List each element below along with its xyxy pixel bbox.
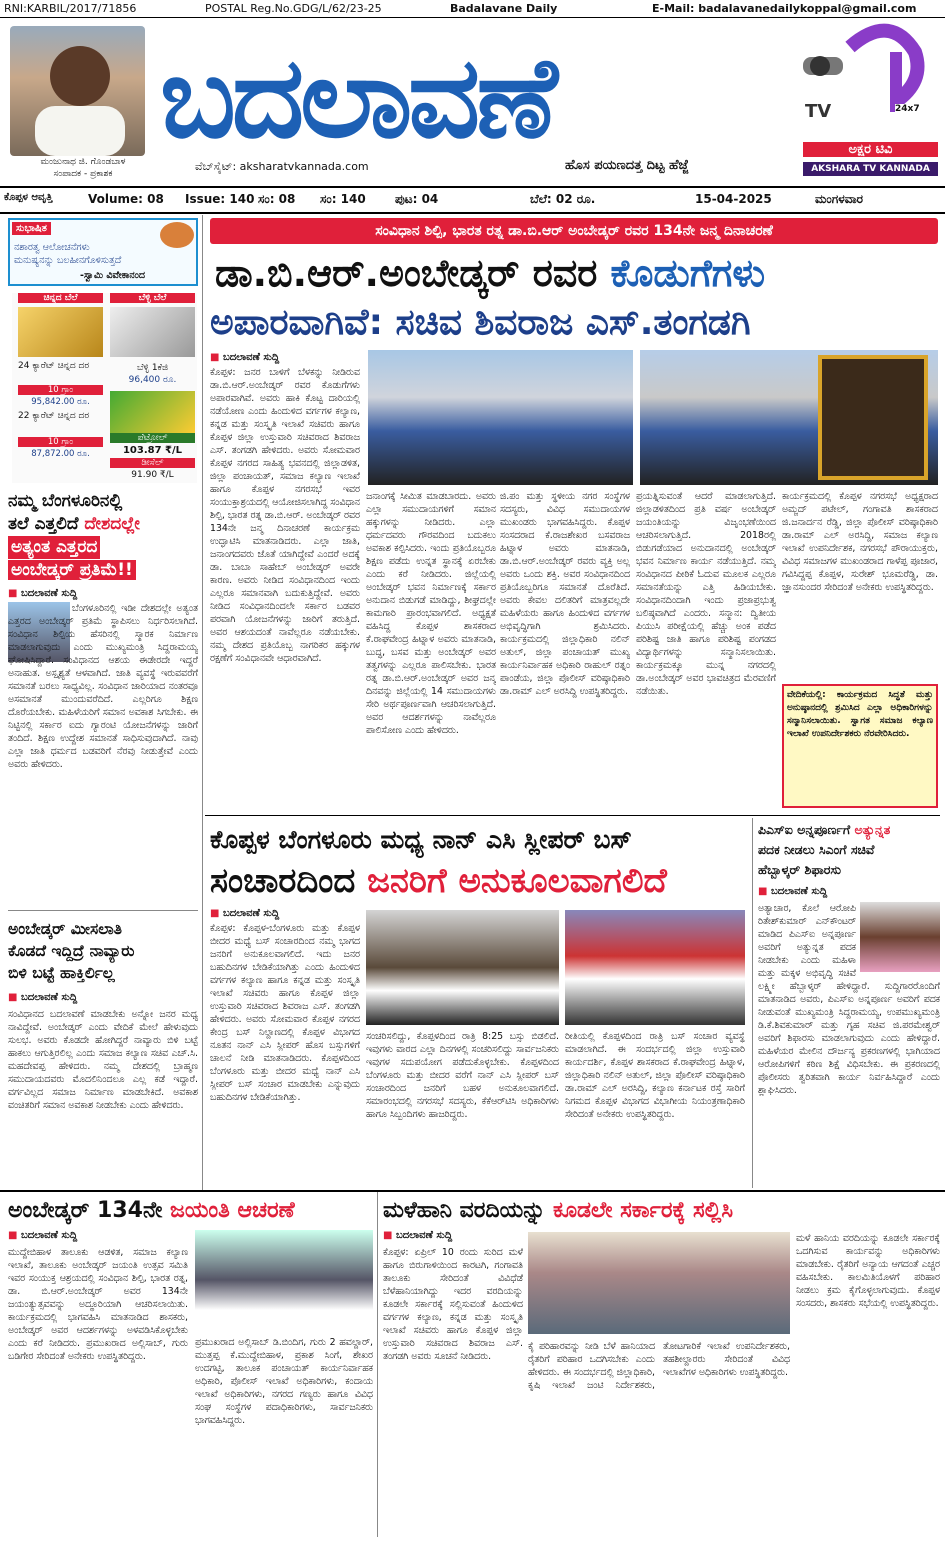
main-col3: ಜಿ.ಪಂ ಮತ್ತು ಸ್ಥಳೀಯ ನಗರ ಸಂಸ್ಥೆಗಳ ಸದಸ್ಯರು, ವಿವಿಧ ಸಮುದಾಯಗಳ ಮುಖಂಡರು ಭಾಗವಹಿಸಿದ್ದರು. ಕೊಪ್ಪಳ ಸಂಸದರಾದ ಕೆ.ರಾಜಶೇಖರ ಬಸವರಾಜ ಹಿಟ್ನಾಳ ಅವರು ಮಾತನಾಡಿ, ಡಾ.ಬಿ.ಆರ್.ಅಂಬೇಡ್ಕರ್ ರವರು ವ್ಯಕ್ತಿ ಅಲ್ಲ ಅವರು ಒಂದು ಶಕ್ತಿ. ಅವರ ಸಂವಿಧಾನದಿಂದ ಪ್ರತಿಯೊಬ್ಬರಿಗೂ ಸಮಾನತೆ ದೊರೆತಿದೆ. ಅವರು ಕೇವಲ ದಲಿತರಿಗೆ ಮಾತ್ರವಲ್ಲದೇ ಮಹಿಳೆಯರು ಹಾಗೂ ಹಿಂದುಳಿದ ವರ್ಗಗಳ ಅಭಿವೃದ್ಧಿಗಾಗಿ ಶ್ರಮಿಸಿದರು. ಕಾರ್ಯಕ್ರಮದಲ್ಲಿ ಜಿಲ್ಲಾಧಿಕಾರಿ ನಲಿನ್ ಅತುಲ್, ಜಿಲ್ಲಾ ಪಂಚಾಯತ್ ಮುಖ್ಯ ಕಾರ್ಯನಿರ್ವಾಹಕ ಅಧಿಕಾರಿ ರಾಹುಲ್ ರತ್ನಂ ಪಾಂಡೆಯ, ಜಿಲ್ಲಾ ಪೊಲೀಸ್ ವರಿಷ್ಠಾಧಿಕಾರಿ ಡಾ.ರಾಮ್ ಎಲ್ ಅರಸಿದ್ದಿ ಉಪಸ್ಥಿತರಿದ್ದರು. [500,491,630,697]
svg-text:TV: TV [805,101,832,122]
gold22-label: 22 ಕ್ಯಾರೆಟ್ ಚಿನ್ನದ ದರ [18,411,90,421]
silver-unit: ಬೆಳ್ಳಿ 1ಕೆಜಿ [136,363,169,373]
right-story-text: ಅತ್ಯಾಚಾರ, ಕೊಲೆ ಆರೋಪಿ ರಿತೇಶ್‌ಕುಮಾರ್ ಎನ್‌ಕೌಂಟರ್ ಮಾಡಿದ ಪಿಎಸ್‌ಐ ಅನ್ನಪೂರ್ಣ ಅವರಿಗೆ ಅತ್ಯುನ್ನತ ಪದಕ ನೀಡಬೇಕು ಎಂದು ಮಹಿಳಾ ಮತ್ತು ಮಕ್ಕಳ ಅಭಿವೃದ್ಧಿ ಸಚಿವೆ ಲಕ್ಷ್ಮೀ ಹೆಬ್ಬಾಳ್ಕರ್ ಹೇಳಿದ್ದಾರೆ. ಸುದ್ದಿಗಾರರೊಂದಿಗೆ ಮಾತನಾಡಿದ ಅವರು, ಪಿಎಸ್‌ಐ ಅನ್ನಪೂರ್ಣ ಅವರಿಗೆ ಪದಕ ನೀಡುವಂತೆ ಮುಖ್ಯಮಂತ್ರಿ ಸಿದ್ದರಾಮಯ್ಯ, ಉಪಮುಖ್ಯಮಂತ್ರಿ ಡಿ.ಕೆ.ಶಿವಕುಮಾರ್ ಮತ್ತು ಗೃಹ ಸಚಿವ ಜಿ.ಪರಮೇಶ್ವರ್ ಅವರಿಗೆ ಶಿಫಾರಸು ಮಾಡಲಾಗುವುದು ಎಂದು ಹೇಳಿದ್ದಾರೆ. ಮಹಿಳೆಯರ ಮೇಲಿನ ದೌರ್ಜನ್ಯ ಪ್ರಕರಣಗಳಲ್ಲಿ ಭಾಗಿಯಾದ ಆರೋಪಿಗಳಿಗೆ ಕಠಿಣ ಶಿಕ್ಷೆ ವಿಧಿಸಬೇಕು. ಈ ಪ್ರಕರಣದಲ್ಲಿ ಪೊಲೀಸರು ತ್ವರಿತವಾಗಿ ಕಾರ್ಯ ನಿರ್ವಹಿಸಿದ್ದಾರೆ ಎಂದು ಶ್ಲಾಘಿಸಿದರು. [758,903,940,1096]
daily-name: Badalavane Daily [450,2,558,15]
rain-meeting-photo [528,1232,790,1334]
gold24-label: 24 ಕ್ಯಾರೆಟ್ ಚಿನ್ನದ ದರ [18,361,90,371]
gold-bars-image [18,307,103,357]
silver-price: 96,400 ರೂ. [128,375,177,385]
jayanti-text2: ಪ್ರಮುಖರಾದ ಅಲ್ಲಿಸಾಬ್ ಡಿ.ಬಿಂದಿಗ, ಗುರು 2 ಹವಲ್ದಾರ್, ಮುತ್ತಪ್ಪ ಕೆ.ಮುದ್ದೇಬಿಹಾಳ, ಪ್ರಕಾಶ ಸಿಂಗೆ, ಶೇಖರ ಉದಗಟ್ಟಿ, ತಾಲೂಕ ಪಂಚಾಯತ್ ಕಾರ್ಯನಿರ್ವಾಹಕ ಅಧಿಕಾರಿ, ಪೊಲೀಸ್ ಇಲಾಖೆ ಅಧಿಕಾರಿಗಳು, ಕಂದಾಯ ಇಲಾಖೆ ಅಧಿಕಾರಿಗಳು, ನಗರದ ಗಣ್ಯರು ಹಾಗೂ ವಿವಿಧ ಸಂಘ ಸಂಸ್ಥೆಗಳ ಪದಾಧಿಕಾರಿಗಳು, ಸಾರ್ವಜನಿಕರು ಭಾಗವಹಿಸಿದ್ದರು. [195,1337,373,1426]
bus-byline: ■ ಬದಲಾವಣೆ ಸುದ್ದಿ [210,908,360,922]
jayanti-byline: ■ ಬದಲಾವಣೆ ಸುದ್ದಿ [8,1230,188,1244]
rain-byline: ■ ಬದಲಾವಣೆ ಸುದ್ದಿ [383,1230,523,1244]
price-box [12,293,197,483]
gold22-price: 87,872.00 ರೂ. [31,449,90,459]
bus-photo-2 [565,910,745,1025]
subhashita-box [8,218,198,286]
left-story1-heading: ನಮ್ಮ ಬೆಂಗಳೂರಿನಲ್ಲಿ ತಲೆ ಎತ್ತಲಿದೆ ದೇಶದಲ್ಲೇ ಅತ್ಯಂತ ಎತ್ತರದ ಅಂಬೇಡ್ಕರ್ ಪ್ರತಿಮೆ!! [8,491,140,580]
gold24-unit: 10 ಗ್ರಾಂ [18,385,103,395]
tv-name-kannada: ಅಕ್ಷರ ಟಿವಿ [803,142,938,157]
right-story-heading: ಪಿಎಸ್‌ಐ ಅನ್ನಪೂರ್ಣಗೆ ಅತ್ಯುನ್ನತ ಪದಕ ನೀಡಲು ಸಿಎಂಗೆ ಸಚಿವೆ ಹೆಬ್ಬಾಳ್ಕರ್ ಶಿಫಾರಸು [758,822,891,877]
bus-headline-1: ಕೊಪ್ಪಳ ಬೆಂಗಳೂರು ಮಧ್ಯ ನಾನ್ ಎಸಿ ಸ್ಲೀಪರ್ ಬಸ್ [210,825,632,854]
jayanti-photo [195,1230,373,1330]
subhashita-author: -ಸ್ವಾಮಿ ವಿವೇಕಾನಂದ [80,270,146,281]
rain-text3: ಮಳೆ ಹಾನಿಯ ವರದಿಯನ್ನು ಕೂಡಲೇ ಸರ್ಕಾರಕ್ಕೆ ಒದಗಿಸುವ ಕಾರ್ಯವನ್ನು ಅಧಿಕಾರಿಗಳು ಮಾಡಬೇಕು. ರೈತರಿಗೆ ಅನ್ಯಾಯ ಆಗದಂತೆ ಎಚ್ಚರ ವಹಿಸಬೇಕು. ಕಾಲಮಿತಿಯೊಳಗೆ ಪರಿಹಾರ ನೀಡಲು ಕ್ರಮ ಕೈಗೊಳ್ಳಲಾಗುವುದು. ಕೊಪ್ಪಳ ಸಂಸದರು, ಶಾಸಕರು ಸಭೆಯಲ್ಲಿ ಉಪಸ್ಥಿತರಿದ್ದರು. [796,1233,940,1309]
bus-headline-2: ಸಂಚಾರದಿಂದ ಜನರಿಗೆ ಅನುಕೂಲವಾಗಲಿದೆ [210,861,667,901]
editor-role: ಸಂಪಾದಕ - ಪ್ರಕಾಶಕ [53,169,113,179]
jayanti-headline: ಅಂಬೇಡ್ಕರ್ 134ನೇ ಜಯಂತಿ ಆಚರಣೆ [8,1198,295,1223]
sam1: ಸಂ: 08 [258,192,296,206]
newspaper-title: ಬದಲಾವಣೆ [160,38,554,163]
silver-label: ಬೆಳ್ಳಿ ಬೆಲೆ [110,293,195,303]
email: E-Mail: badalavanedailykoppal@gmail.com [652,2,917,15]
bus-text1: ಕೊಪ್ಪಳ: ಕೊಪ್ಪಳ-ಬೆಂಗಳೂರು ಮತ್ತು ಕೊಪ್ಪಳ ಬೀದರ ಮಧ್ಯೆ ಬಸ್ ಸಂಚಾರದಿಂದ ನಮ್ಮ ಭಾಗದ ಜನರಿಗೆ ಅನುಕೂಲವಾಗಲಿದೆ. ಇದು ಜನರ ಬಹುದಿನಗಳ ಬೇಡಿಕೆಯಾಗಿತ್ತು ಎಂದು ಹಿಂದುಳಿದ ವರ್ಗಗಳ ಕಲ್ಯಾಣ ಹಾಗೂ ಕನ್ನಡ ಮತ್ತು ಸಂಸ್ಕೃತಿ ಇಲಾಖೆ ಸಚಿವರು ಹಾಗೂ ಕೊಪ್ಪಳ ಜಿಲ್ಲಾ ಉಸ್ತುವಾರಿ ಸಚಿವರಾದ ಶಿವರಾಜ ಎಸ್. ತಂಗಡಗಿ ಹೇಳಿದರು. ಅವರು ಸೋಮವಾರ ಕೊಪ್ಪಳ ನಗರದ ಕೇಂದ್ರ ಬಸ್ ನಿಲ್ದಾಣದಲ್ಲಿ ಕೊಪ್ಪಳ ವಿಭಾಗದ ನೂತನ ನಾನ್ ಎಸಿ ಸ್ಲೀಪರ್ ಹೊಸ ಬಸ್ಸುಗಳಿಗೆ ಚಾಲನೆ ನೀಡಿ ಮಾತನಾಡಿದರು. ಕೊಪ್ಪಳದಿಂದ ಬೆಂಗಳೂರು ಮತ್ತು ಬೀದರ ಮಧ್ಯೆ ನಾನ್ ಎಸಿ ಸ್ಲೀಪರ್ ಬಸ್ ಸಂಚಾರ ಮಾಡಬೇಕು ಎನ್ನುವುದು ಬಹುದಿನಗಳ ಬೇಡಿಕೆಯಾಗಿತ್ತು. [210,923,360,1103]
weekday: ಮಂಗಳವಾರ [815,192,864,206]
bus-photo-1 [366,910,559,1025]
top-info-bar [0,0,945,18]
main-note-box: ವೇದಿಕೆಯಲ್ಲಿ: ಕಾರ್ಯಕ್ರಮದ ಸಿದ್ಧತೆ ಮತ್ತು ಅನುಷ್ಠಾನದಲ್ಲಿ ಶ್ರಮಿಸಿದ ಎಲ್ಲಾ ಅಧಿಕಾರಿಗಳನ್ನು ಸನ್ಮಾನಿಸಲಾಯಿತು. ಸ್ವಾಗತ ಸಮಾಜ ಕಲ್ಯಾಣ ಇಲಾಖೆ ಉಪನಿರ್ದೇಶಕರು ನೆರವೇರಿಸಿದರು. [782,684,938,808]
price: ಬೆಲೆ: 02 ರೂ. [530,192,596,206]
sam2: ಸಂ: 140 [320,192,366,206]
subhashita-line2: ಮನುಷ್ಯನನ್ನು ಬಲಹೀನಗೊಳಿಸುತ್ತದೆ [14,255,122,266]
main-col5: ಕಾರ್ಯಕ್ರಮದಲ್ಲಿ ಕೊಪ್ಪಳ ನಗರಸಭೆ ಅಧ್ಯಕ್ಷರಾದ ಅಮ್ಜದ್ ಪಟೇಲ್, ಗಂಗಾವತಿ ಶಾಸಕರಾದ ಜಿ.ಜನಾರ್ದನ ರೆಡ್ಡಿ, ಜಿಲ್ಲಾ ಪೊಲೀಸ್ ವರಿಷ್ಠಾಧಿಕಾರಿ ಡಾ.ರಾಮ್ ಎಲ್ ಅರಸಿದ್ದಿ, ಸಮಾಜ ಕಲ್ಯಾಣ ಇಲಾಖೆ ಉಪನಿರ್ದೇಶಕ, ನಗರಸಭೆ ಪೌರಾಯುಕ್ತರು, ವಿವಿಧ ಸಮಾಜಗಳ ಮುಖಂಡರಾದ ಗಾಳೆಪ್ಪ ಪೂಜಾರ, ಗವಿಸಿದ್ದಪ್ಪ ಕೊಪ್ಪಳ, ಸುರೇಶ್ ಭೂಮರೆಡ್ಡಿ, ಡಾ. ಜ್ಞಾನಸುಂದರ ಸೇರಿದಂತೆ ಅನೇಕರು ಉಪಸ್ಥಿತರಿದ್ದರು. [782,491,938,593]
left-story2-heading: ಅಂಬೇಡ್ಕರ್ ಮೀಸಲಾತಿ ಕೊಡದೆ ಇದ್ದಿದ್ರೆ ನಾವ್ಯಾರು ಬಿಳಿ ಬಟ್ಟೆ ಹಾಕ್ತಿರ್ಲಿಲ್ಲ [8,920,135,982]
main-col2: ಜನಾಂಗಕ್ಕೆ ಸೀಮಿತ ಮಾಡಬಾರದು. ಅವರು ಎಲ್ಲಾ ಸಮುದಾಯಗಳಿಗೆ ಸಮಾನ ಹಕ್ಕುಗಳನ್ನು ನೀಡಿದರು. ಎಲ್ಲಾ ಧರ್ಮದವರು ಗೌರವದಿಂದ ಬದುಕಲು ಅವಕಾಶ ಕಲ್ಪಿಸಿದರು. ಇಂದು ಪ್ರತಿಯೊಬ್ಬರೂ ಶಿಕ್ಷಣ ಪಡೆದು ಉನ್ನತ ಸ್ಥಾನಕ್ಕೆ ಏರಬೇಕು ಎಂದು ಕರೆ ನೀಡಿದರು. ಜಿಲ್ಲೆಯಲ್ಲಿ ಅಂಬೇಡ್ಕರ್ ಭವನ ನಿರ್ಮಾಣಕ್ಕೆ ಸರ್ಕಾರ ಅನುದಾನ ಬಿಡುಗಡೆ ಮಾಡಿದ್ದು, ಶೀಘ್ರದಲ್ಲೇ ಕಾಮಗಾರಿ ಪ್ರಾರಂಭವಾಗಲಿದೆ. ಅಧ್ಯಕ್ಷತೆ ವಹಿಸಿದ್ದ ಕೊಪ್ಪಳ ಶಾಸಕರಾದ ಕೆ.ರಾಘವೇಂದ್ರ ಹಿಟ್ನಾಳ ಅವರು ಮಾತನಾಡಿ, ಬುದ್ಧ, ಬಸವ ಮತ್ತು ಅಂಬೇಡ್ಕರ್ ಅವರ ತತ್ವಗಳನ್ನು ಎಲ್ಲರೂ ಪಾಲಿಸಬೇಕು. ಭಾರತ ರತ್ನ ಡಾ.ಬಿ.ಆರ್.ಅಂಬೇಡ್ಕರ್ ಅವರ ಜನ್ಮ ದಿನವನ್ನು ಜಿಲ್ಲೆಯಲ್ಲಿ 14 ಸಮುದಾಯಗಳು ಸೇರಿ ಅರ್ಥಪೂರ್ಣವಾಗಿ ಆಚರಿಸಲಾಗುತ್ತಿದೆ. ಅವರ ಆದರ್ಶಗಳನ್ನು ನಾವೆಲ್ಲರೂ ಪಾಲಿಸೋಣ ಎಂದು ಹೇಳಿದರು. [366,491,496,736]
main-headline-2: ಅಪಾರವಾಗಿವೆ: ಸಚಿವ ಶಿವರಾಜ ಎಸ್.ತಂಗಡಗಿ [210,302,751,343]
postal-number: POSTAL Reg.No.GDG/L/62/23-25 [205,2,382,15]
main-banner: ಸಂವಿಧಾನ ಶಿಲ್ಪಿ, ಭಾರತ ರತ್ನ ಡಾ.ಬಿ.ಆರ್ ಅಂಬೇಡ್ಕರ್ ರವರ 134ನೇ ಜನ್ಮ ದಿನಾಚರಣೆ [210,218,938,244]
rain-text1: ಕೊಪ್ಪಳ: ಏಪ್ರಿಲ್ 10 ರಂದು ಸುರಿದ ಮಳೆ ಹಾಗೂ ಬಿರುಗಾಳಿಯಿಂದ ಕಾರಟಗಿ, ಗಂಗಾವತಿ ತಾಲೂಕು ಸೇರಿದಂತೆ ವಿವಿಧೆಡೆ ಬೆಳೆಹಾನಿಯಾಗಿದ್ದು ಇದರ ವರದಿಯನ್ನು ಕೂಡಲೇ ಸರ್ಕಾರಕ್ಕೆ ಸಲ್ಲಿಸುವಂತೆ ಹಿಂದುಳಿದ ವರ್ಗಗಳ ಕಲ್ಯಾಣ, ಕನ್ನಡ ಮತ್ತು ಸಂಸ್ಕೃತಿ ಇಲಾಖೆ ಸಚಿವರು ಹಾಗೂ ಕೊಪ್ಪಳ ಜಿಲ್ಲಾ ಉಸ್ತುವಾರಿ ಸಚಿವರಾದ ಶಿವರಾಜ ಎಸ್. ತಂಗಡಗಿ ಅವರು ಸೂಚನೆ ನೀಡಿದರು. [383,1247,523,1362]
page-number: ಪುಟ: 04 [395,192,439,206]
main-byline: ■ ಬದಲಾವಣೆ ಸುದ್ದಿ [210,352,360,366]
bus-text2: ಸಂಚರಿಸಲಿದ್ದು, ಕೊಪ್ಪಳದಿಂದ ರಾತ್ರಿ 8:25 ಬಸ್ಸು ಬಿಡಲಿದೆ. ಇವುಗಳು ವಾರದ ಎಲ್ಲಾ ದಿನಗಳಲ್ಲಿ ಸಂಚರಿಸಲಿದ್ದು ಸಾರ್ವಜನಿಕರು ಇವುಗಳ ಸದುಪಯೋಗ ಪಡೆದುಕೊಳ್ಳಬೇಕು. ಕೊಪ್ಪಳದಿಂದ ಬೆಂಗಳೂರು ಮತ್ತು ಬೀದರ ವರೆಗೆ ನಾನ್ ಎಸಿ ಸ್ಲೀಪರ್ ಬಸ್ ಸಂಚಾರದಿಂದ ಜನರಿಗೆ ಬಹಳ ಅನುಕೂಲವಾಗಲಿದೆ. ಸಮಾರಂಭದಲ್ಲಿ ನಗರಸಭೆ ಸದಸ್ಯರು, ಕೆಕೆಆರ್‌ಟಿಸಿ ಅಧಿಕಾರಿಗಳು ಹಾಗೂ ಸಿಬ್ಬಂದಿಗಳು ಹಾಜರಿದ್ದರು. [366,1031,559,1120]
main-col1: ಕೊಪ್ಪಳ: ಜನರ ಬಾಳಿಗೆ ಬೆಳಕನ್ನು ನೀಡಿರುವ ಡಾ.ಬಿ.ಆರ್.ಅಂಬೇಡ್ಕರ್ ರವರ ಕೊಡುಗೆಗಳು ಅಪಾರವಾಗಿವೆ. ಅವರು ಹಾಕಿ ಕೊಟ್ಟ ದಾರಿಯಲ್ಲಿ ನಡೆಯೋಣ ಎಂದು ಹಿಂದುಳಿದ ವರ್ಗಗಳ ಕಲ್ಯಾಣ, ಕನ್ನಡ ಮತ್ತು ಸಂಸ್ಕೃತಿ ಇಲಾಖೆ ಸಚಿವರು ಹಾಗೂ ಕೊಪ್ಪಳ ಜಿಲ್ಲಾ ಉಸ್ತುವಾರಿ ಸಚಿವರಾದ ಶಿವರಾಜ ಎಸ್. ತಂಗಡಗಿ ಹೇಳಿದರು. ಅವರು ಸೋಮವಾರ ಕೊಪ್ಪಳ ನಗರದ ಸಾಹಿತ್ಯ ಭವನದಲ್ಲಿ ಜಿಲ್ಲಾಡಳಿತ, ಜಿಲ್ಲಾ ಪಂಚಾಯತ್, ಸಮಾಜ ಕಲ್ಯಾಣ ಇಲಾಖೆ ಹಾಗೂ ಕೊಪ್ಪಳ ನಗರಸಭೆ ಇವರ ಸಂಯುಕ್ತಾಶ್ರಯದಲ್ಲಿ ಆಯೋಜಿಸಲಾಗಿದ್ದ ಸಂವಿಧಾನ ಶಿಲ್ಪಿ, ಭಾರತ ರತ್ನ ಡಾ.ಬಿ.ಆರ್. ಅಂಬೇಡ್ಕರ್ ರವರ 134ನೇ ಜನ್ಮ ದಿನಾಚರಣೆ ಕಾರ್ಯಕ್ರಮ ಉದ್ಘಾಟಿಸಿ ಮಾತನಾಡಿದರು. ಎಲ್ಲಾ ಜಾತಿ, ಜನಾಂಗದವರು ಜೊತೆ ಯಾಗಿದ್ದೇವೆ ಎಂದರೆ ಅದಕ್ಕೆ ಡಾ. ಬಾಬಾ ಸಾಹೇಬ್ ಅಂಬೇಡ್ಕರ್ ಅವರೇ ಕಾರಣ. ಅವರು ನೀಡಿದ ಸಂವಿಧಾನದಿಂದ ಇಂದು ಎಲ್ಲರೂ ಸಮಾನವಾಗಿ ಬದುಕುತ್ತಿದ್ದೇವೆ. ಅವರು ನೀಡಿದ ಸಂವಿಧಾನದಿಂದಲೇ ಸರ್ಕಾರ ಬಡವರ ಪರವಾಗಿ ಯೋಜನೆಗಳನ್ನು ಜಾರಿಗೆ ತರುತ್ತಿದೆ. ಅವರ ಆಶಯದಂತೆ ನಾವೆಲ್ಲರೂ ನಡೆಯಬೇಕು. ನಮ್ಮ ದೇಶದ ಪ್ರತಿಯೊಬ್ಬ ನಾಗರಿಕರ ಹಕ್ಕುಗಳ ರಕ್ಷಣೆಗೆ ಸಂವಿಧಾನವೇ ಆಧಾರವಾಗಿದೆ. [210,367,360,664]
main-col4: ಪ್ರಯತ್ನಿಸುವಂತೆ ಆದರೆ ಮಾಡಲಾಗುತ್ತಿದೆ. ಜಿಲ್ಲಾಡಳಿತದಿಂದ ಪ್ರತಿ ವರ್ಷ ಅಂಬೇಡ್ಕರ್ ಜಯಂತಿಯನ್ನು ವಿಜೃಂಭಣೆಯಿಂದ ಆಚರಿಸಲಾಗುತ್ತಿದೆ. 2018ರಲ್ಲಿ ಬಿಡುಗಡೆಯಾದ ಅನುದಾನದಲ್ಲಿ ಅಂಬೇಡ್ಕರ್ ಭವನ ನಿರ್ಮಾಣ ಕಾರ್ಯ ನಡೆಯುತ್ತಿದೆ. ನಮ್ಮ ಸಂವಿಧಾನದ ಪೀಠಿಕೆ ಓದುವ ಮೂಲಕ ಎಲ್ಲರೂ ಸಮಾನತೆಯನ್ನು ಎತ್ತಿ ಹಿಡಿಯಬೇಕು. ಸಂವಿಧಾನದಿಂದಾಗಿ ಇಂದು ಪ್ರಜಾಪ್ರಭುತ್ವ ಬಲಿಷ್ಠವಾಗಿದೆ ಎಂದರು. ಸನ್ಮಾನ: ದ್ವಿತೀಯ ಪಿಯುಸಿ ಪರೀಕ್ಷೆಯಲ್ಲಿ ಹೆಚ್ಚು ಅಂಕ ಪಡೆದ ಪರಿಶಿಷ್ಟ ಜಾತಿ ಹಾಗೂ ಪರಿಶಿಷ್ಟ ಪಂಗಡದ ವಿದ್ಯಾರ್ಥಿಗಳನ್ನು ಸನ್ಮಾನಿಸಲಾಯಿತು. ಕಾರ್ಯಕ್ರಮಕ್ಕೂ ಮುನ್ನ ನಗರದಲ್ಲಿ ಡಾ.ಅಂಬೇಡ್ಕರ್ ಅವರ ಭಾವಚಿತ್ರದ ಮೆರವಣಿಗೆ ನಡೆಯಿತು. [636,491,776,697]
date: 15-04-2025 [695,192,772,206]
issue-number: Issue: 140 [185,192,255,206]
gold-label: ಚಿನ್ನದ ಬೆಲೆ [18,293,103,303]
left-story2-byline: ■ ಬದಲಾವಣೆ ಸುದ್ದಿ [8,992,198,1006]
fuel-pump-image [110,391,195,435]
gold24-price: 95,842.00 ರೂ. [31,397,90,407]
tv-logo [795,22,940,187]
bus-text3: ರೀತಿಯಲ್ಲಿ ಕೊಪ್ಪಳದಿಂದ ರಾತ್ರಿ ಬಸ್ ಸಂಚಾರ ವ್ಯವಸ್ಥೆ ಮಾಡಲಾಗಿದೆ. ಈ ಸಂದರ್ಭದಲ್ಲಿ ಜಿಲ್ಲಾ ಉಸ್ತುವಾರಿ ಕಾರ್ಯದರ್ಶಿ, ಕೊಪ್ಪಳ ಶಾಸಕರಾದ ಕೆ.ರಾಘವೇಂದ್ರ ಹಿಟ್ನಾಳ, ಜಿಲ್ಲಾಧಿಕಾರಿ ನಲಿನ್ ಅತುಲ್, ಜಿಲ್ಲಾ ಪೊಲೀಸ್ ವರಿಷ್ಠಾಧಿಕಾರಿ ಡಾ.ರಾಮ್ ಎಲ್ ಅರಸಿದ್ದಿ, ಕಲ್ಯಾಣ ಕರ್ನಾಟಕ ರಸ್ತೆ ಸಾರಿಗೆ ನಿಗಮದ ಕೊಪ್ಪಳ ವಿಭಾಗದ ವಿಭಾಗೀಯ ನಿಯಂತ್ರಣಾಧಿಕಾರಿ ಸೇರಿದಂತೆ ಅನೇಕರು ಉಪಸ್ಥಿತರಿದ್ದರು. [565,1031,745,1120]
rain-headline: ಮಳೆಹಾನಿ ವರದಿಯನ್ನು ಕೂಡಲೇ ಸರ್ಕಾರಕ್ಕೆ ಸಲ್ಲಿಸಿ [383,1198,734,1223]
website: ವೆಬ್‌ಸೈಟ್: aksharatvkannada.com [195,160,369,173]
silver-bars-image [110,307,195,357]
ambedkar-portrait [818,355,928,480]
rain-text2: ಕೈ ಪರಿಹಾರವನ್ನು ನೀಡಿ ಬೆಳೆ ಹಾನಿಯಾದ ರೈತರಿಗೆ ಪರಿಹಾರ ಒದಗಿಸಬೇಕು ಎಂದು ಹೇಳಿದರು. ಈ ಸಂದರ್ಭದಲ್ಲಿ ಜಿಲ್ಲಾಧಿಕಾರಿ, ಕೃಷಿ ಇಲಾಖೆ ಜಂಟಿ ನಿರ್ದೇಶಕರು, ತೋಟಗಾರಿಕೆ ಇಲಾಖೆ ಉಪನಿರ್ದೇಶಕರು, ತಹಶೀಲ್ದಾರರು ಸೇರಿದಂತೆ ವಿವಿಧ ಇಲಾಖೆಗಳ ಅಧಿಕಾರಿಗಳು ಉಪಸ್ಥಿತರಿದ್ದರು. [528,1341,790,1391]
right-story-byline: ■ ಬದಲಾವಣೆ ಸುದ್ದಿ [758,886,940,900]
volume: Volume: 08 [88,192,164,206]
petrol-price: 103.87 ₹/L [122,445,183,456]
left-story1-text: ಬೆಂಗಳೂರಿನಲ್ಲಿ ಇಡೀ ದೇಶದಲ್ಲೇ ಅತ್ಯಂತ ಎತ್ತರದ ಅಂಬೇಡ್ಕರ್ ಪ್ರತಿಮೆ ಸ್ಥಾಪಿಸಲು ನಿರ್ಧರಿಸಲಾಗಿದೆ. ಸಂವಿಧಾನ ಶಿಲ್ಪಿಯ ಹೆಸರಿನಲ್ಲಿ ಸ್ಮಾರಕ ನಿರ್ಮಾಣ ಮಾಡಲಾಗುವುದು ಎಂದು ಮುಖ್ಯಮಂತ್ರಿ ಸಿದ್ದರಾಮಯ್ಯ ಘೋಷಿಸಿದ್ದಾರೆ. ಸಂವಿಧಾನದ ಆಶಯ ಈಡೇರದೇ ಇದ್ದರೆ ಅನಾಹುತ. ಅಸ್ಪೃಶ್ಯತೆ ಆಳವಾಗಿದೆ. ಜಾತಿ ವ್ಯವಸ್ಥೆ ಇರುವವರೆಗೆ ಸಮಾನತೆ ಬರಲು ಸಾಧ್ಯವಿಲ್ಲ. ಸಂವಿಧಾನ ಜಾರಿಯಾದ ನಂತರವೂ ಅಸಮಾನತೆ ಮುಂದುವರೆದಿದೆ. ಎಲ್ಲರಿಗೂ ಶಿಕ್ಷಣ ದೊರೆಯಬೇಕು. ಮಹಿಳೆಯರಿಗೆ ಸಮಾನ ಅವಕಾಶ ಸಿಗಬೇಕು. ಈ ನಿಟ್ಟಿನಲ್ಲಿ ಸರ್ಕಾರ ಐದು ಗ್ಯಾರಂಟಿ ಯೋಜನೆಗಳನ್ನು ಜಾರಿಗೆ ತಂದಿದೆ. ಶಿಕ್ಷಣ ಉದ್ದೇಶ ಸಮಾನತೆ ಸಾಧಿಸುವುದಾಗಿದೆ. ನಾವು ಎಲ್ಲಾ ಜಾತಿ ಧರ್ಮದ ಬಡವರಿಗೆ ನೆರವು ನೀಡುತ್ತೇವೆ ಎಂದು ಅವರು ಹೇಳಿದರು. [8,603,198,770]
vivekananda-photo [160,222,194,248]
left-story1-byline: ■ ಬದಲಾವಣೆ ಸುದ್ದಿ [8,588,198,602]
gold22-unit: 10 ಗ್ರಾಂ [18,437,103,447]
tagline: ಹೊಸ ಪಯಣದತ್ತ ದಿಟ್ಟ ಹೆಜ್ಜೆ [565,158,689,173]
subhashita-line1: ನಶಾರತ್ವ ಆಲೋಚನೆಗಳು [14,242,90,253]
edition: ಕೊಪ್ಪಳ ಆವೃತ್ತಿ [4,192,53,203]
jayanti-text: ಮುದ್ದೇಬಿಹಾಳ ತಾಲೂಕು ಆಡಳಿತ, ಸಮಾಜ ಕಲ್ಯಾಣ ಇಲಾಖೆ, ತಾಲೂಕು ಅಂಬೇಡ್ಕರ್ ಜಯಂತಿ ಉತ್ಸವ ಸಮಿತಿ ಇವರ ಸಂಯುಕ್ತ ಆಶ್ರಯದಲ್ಲಿ ಸಂವಿಧಾನ ಶಿಲ್ಪಿ, ಭಾರತ ರತ್ನ, ಡಾ. ಬಿ.ಆರ್.ಅಂಬೇಡ್ಕರ್ ಅವರ 134ನೇ ಜಯಂತ್ಯುತ್ಸವವನ್ನು ಅದ್ಧೂರಿಯಾಗಿ ಆಚರಿಸಲಾಯಿತು. ಕಾರ್ಯಕ್ರಮದಲ್ಲಿ ಭಾಗವಹಿಸಿ ಮಾತನಾಡಿದ ಶಾಸಕರು, ಅಂಬೇಡ್ಕರ್ ಅವರ ಆದರ್ಶಗಳನ್ನು ಅಳವಡಿಸಿಕೊಳ್ಳಬೇಕು ಎಂದು ಕರೆ ನೀಡಿದರು. ಪ್ರಮುಖರಾದ ಅಲ್ಲಿಸಾಬ್, ಗುರು ಬಡಿಗೇರ ಸೇರಿದಂತೆ ಅನೇಕರು ಉಪಸ್ಥಿತರಿದ್ದರು. [8,1247,188,1362]
main-photo-1 [368,350,633,485]
diesel-label: ಡೀಸೆಲ್ [110,458,195,468]
subhashita-label: ಸುಭಾಷಿತ [12,222,51,235]
editor-photo [10,26,145,156]
editor-name: ಮಂಜುನಾಥ ಜಿ. ಗೊಂಡಬಾಳ [40,157,126,167]
petrol-label: ಪೆಟ್ರೋಲ್ [110,433,195,443]
tv-name-english: AKSHARA TV KANNADA [803,162,938,176]
left-story2-text: ಸಂವಿಧಾನದ ಬದಲಾವಣೆ ಮಾಡಬೇಕು ಅನ್ನೋ ಜನರ ಮಧ್ಯ ನಾವಿದ್ದೇವೆ. ಅಂಬೇಡ್ಕರ್ ಎಂದು ವೇದಿಕೆ ಮೇಲೆ ಹೇಳುವುದು ಸುಲಭ. ಅವರು ಕೊಡದೇ ಹೋಗಿದ್ದರೆ ನಾವ್ಯಾರು ಬಿಳಿ ಬಟ್ಟೆ ಹಾಕಲು ಆಗುತ್ತಿರಲಿಲ್ಲ ಎಂದು ಸಮಾಜ ಕಲ್ಯಾಣ ಸಚಿವ ಎಚ್.ಸಿ. ಮಹದೇವಪ್ಪ ಹೇಳಿದರು. ನಮ್ಮ ದೇಶದಲ್ಲಿ ಬ್ರಾಹ್ಮಣ ಸಮುದಾಯದವರು ಮೊದಲಿನಿಂದಲೂ ಎಲ್ಲ ಕಡೆ ಇದ್ದಾರೆ. ವರ್ಗವಿಲ್ಲದ ಸಮಾಜ ನಿರ್ಮಾಣ ಮಾಡಬೇಕಿದೆ. ಅವಕಾಶ ವಂಚಿತರಿಗೆ ಸಮಾನ ಅವಕಾಶ ನೀಡಬೇಕು ಎಂದು ಹೇಳಿದರು. [8,1009,198,1111]
rni-number: RNI:KARBIL/2017/71856 [4,2,137,15]
tv-24x7: 24x7 [895,104,920,114]
issue-line [0,189,945,211]
main-headline-1: ಡಾ.ಬಿ.ಆರ್.ಅಂಬೇಡ್ಕರ್ ರವರ ಕೊಡುಗೆಗಳು [215,251,766,295]
diesel-price: 91.90 ₹/L [131,470,174,480]
